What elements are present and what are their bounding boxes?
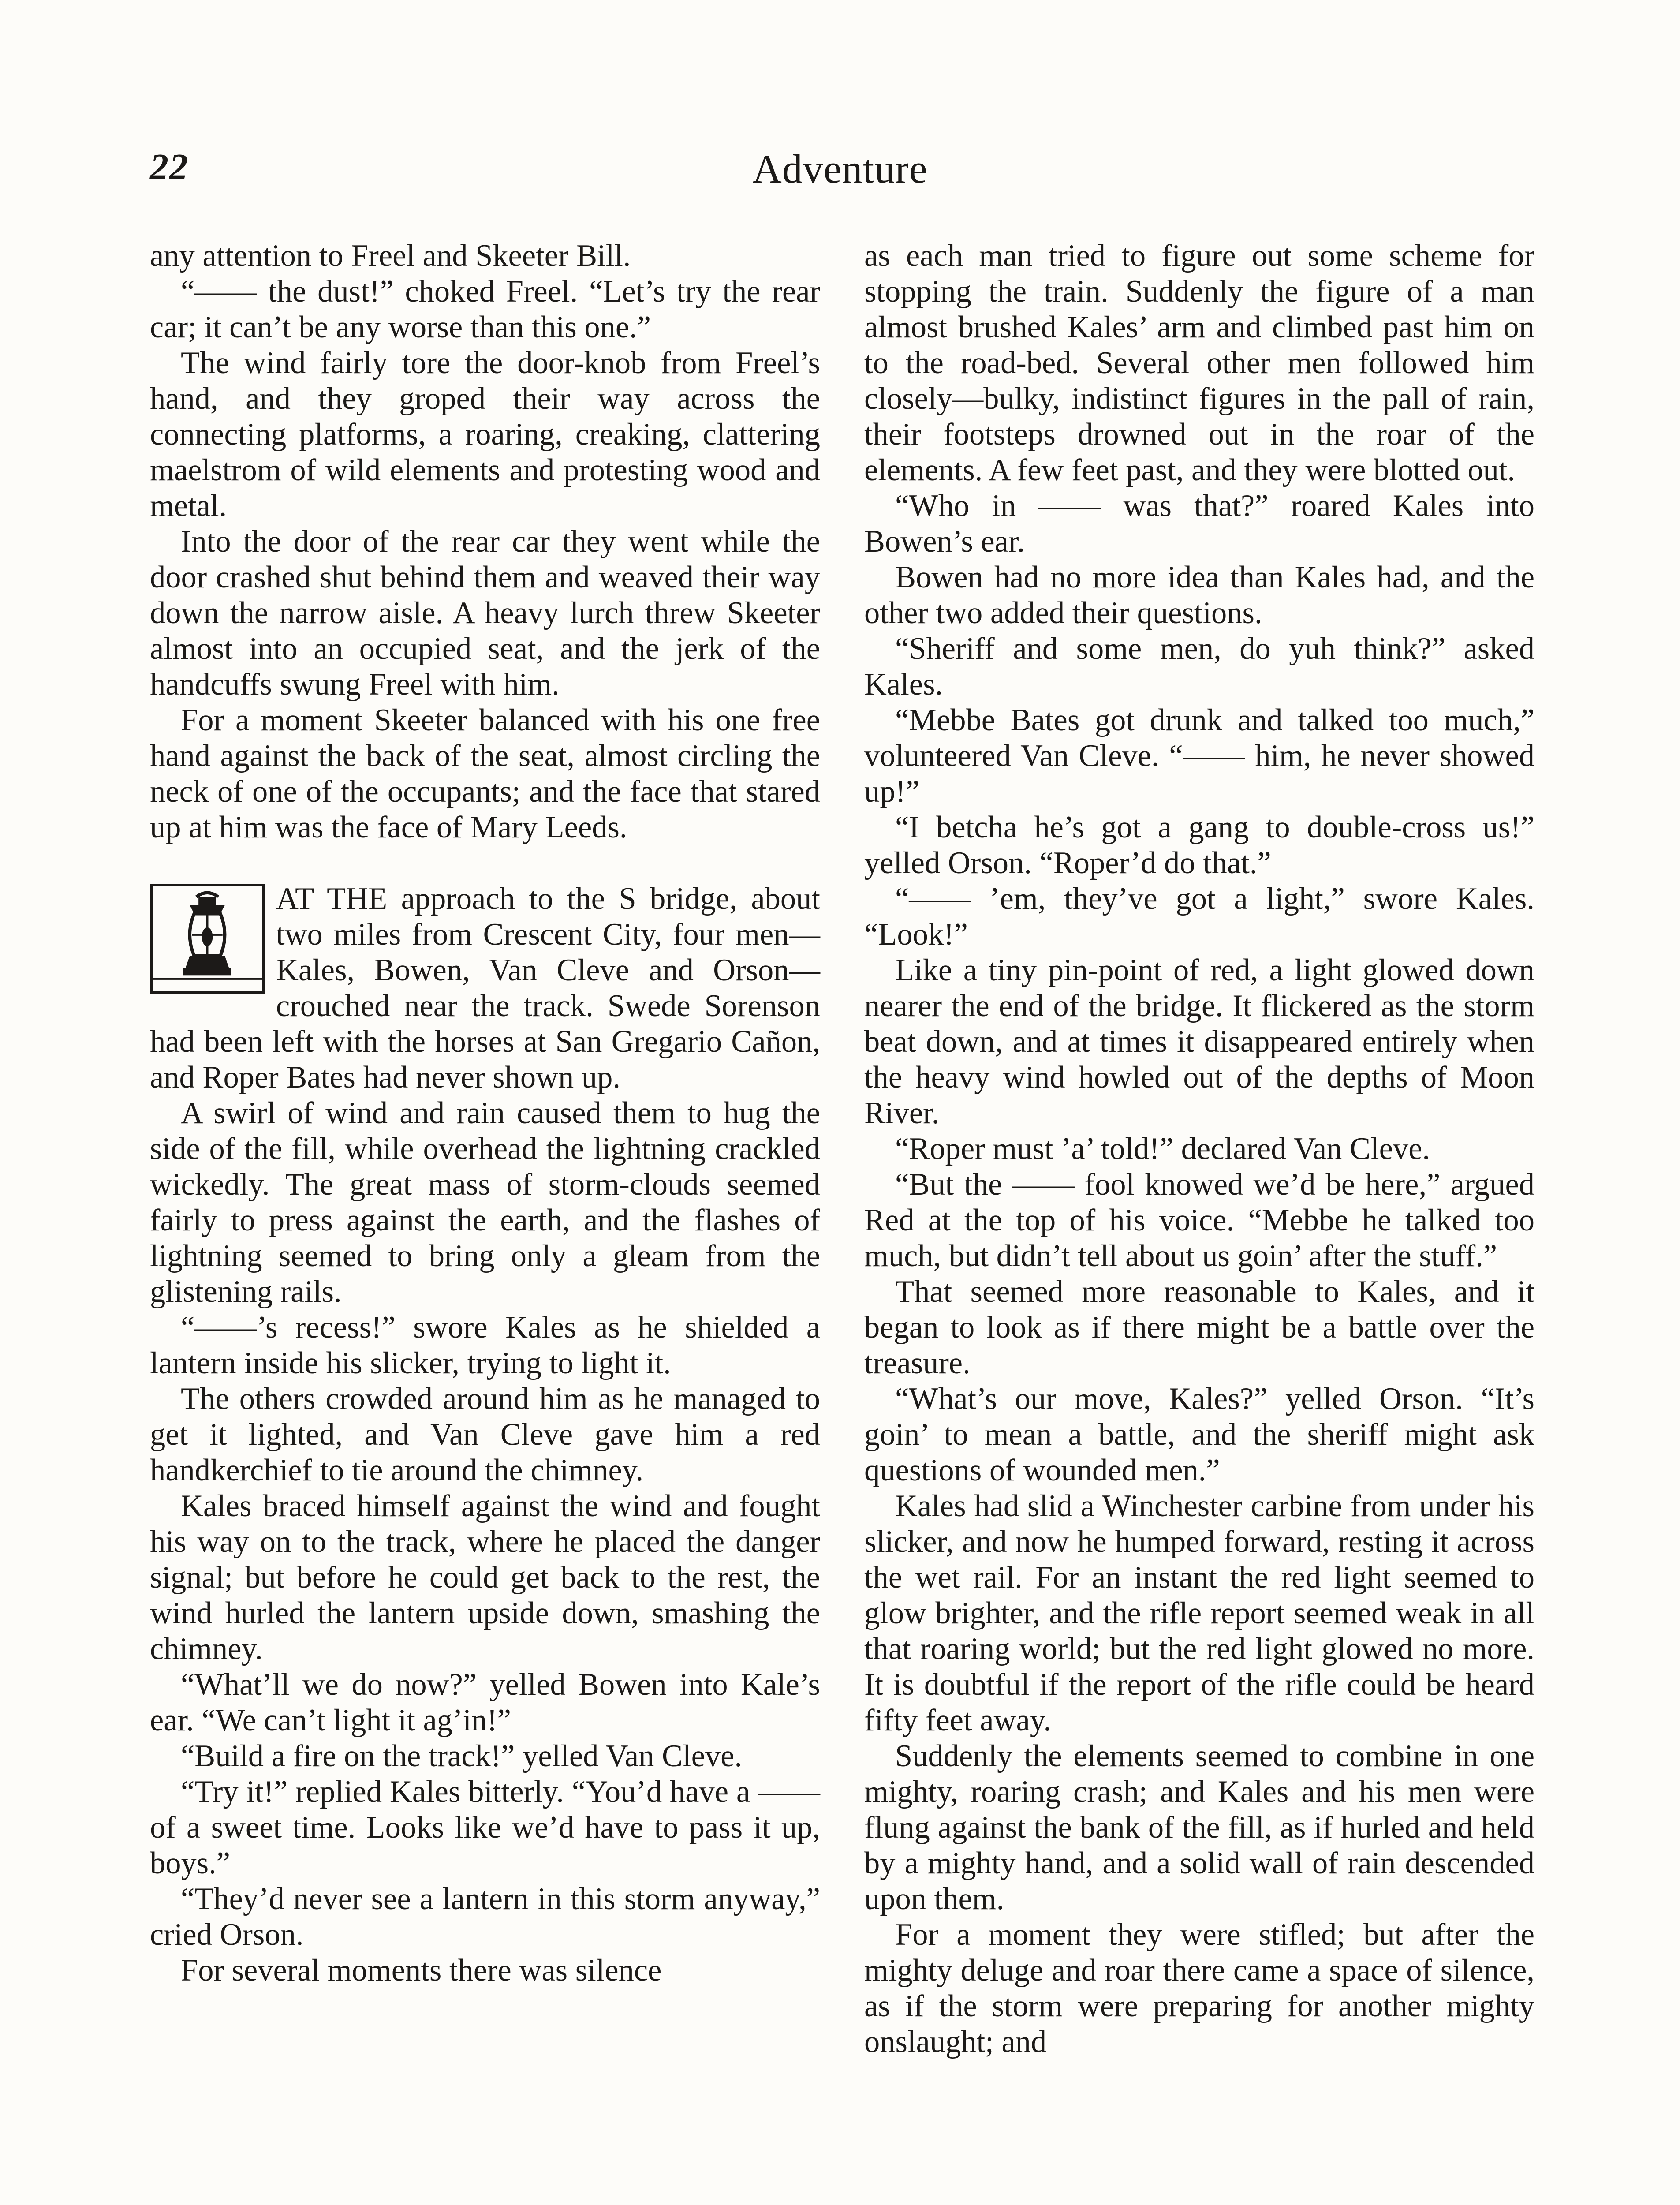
paragraph: AT THE approach to the S bridge, about two miles from Crescent City, four men—Kales, Bowen, Van Cleve and Orson—crouched near the track. Swede Sorenson had been left with the horses at San Gregario Cañon, and Roper Bates had never shown up. (150, 882, 820, 1095)
paragraph: “Mebbe Bates got drunk and talked too much,” volunteered Van Cleve. “—— him, he never showed up!” (864, 703, 1534, 809)
paragraph: Kales had slid a Winchester carbine from under his slicker, and now he humped forward, resting it across the wet rail. For an instant the red light seemed to glow brighter, and the rifle report seemed weak in all that roaring world; but the red light glowed no more. It is doubtful if the report of the rifle could be heard fifty feet away. (864, 1489, 1534, 1738)
paragraph: That seemed more reasonable to Kales, and it began to look as if there might be a battle over the treasure. (864, 1274, 1534, 1380)
section-break (150, 845, 820, 881)
paragraph: “What’s our move, Kales?” yelled Orson. “It’s goin’ to mean a battle, and the sheriff might ask questions of wounded men.” (864, 1382, 1534, 1487)
paragraph: “But the —— fool knowed we’d be here,” argued Red at the top of his voice. “Mebbe he talked too much, but didn’t tell about us goin’ after the stuff.” (864, 1167, 1534, 1273)
paragraph: A swirl of wind and rain caused them to hug the side of the fill, while overhead the lightning crackled wickedly. The great mass of storm-clouds seemed fairly to press against the earth, and the flashes of lightning seemed to bring only a gleam from the glistening rails. (150, 1096, 820, 1309)
left-column (150, 238, 820, 1988)
paragraph: Kales braced himself against the wind and fought his way on to the track, where he placed the danger signal; but before he could get back to the rest, the wind hurled the lantern upside down, smashing the chimney. (150, 1489, 820, 1666)
paragraph: any attention to Freel and Skeeter Bill. (150, 239, 631, 273)
paragraph: “Try it!” replied Kales bitterly. “You’d have a —— of a sweet time. Looks like we’d have to pass it up, boys.” (150, 1775, 820, 1880)
paragraph: The wind fairly tore the door-knob from Freel’s hand, and they groped their way across the connecting platforms, a roaring, creaking, clattering maelstrom of wild elements and protesting wood and metal. (150, 346, 820, 523)
paragraph: “—— ’em, they’ve got a light,” swore Kales. “Look!” (864, 882, 1534, 952)
paragraph: Bowen had no more idea than Kales had, and the other two added their questions. (864, 560, 1534, 630)
paragraph: Into the door of the rear car they went while the door crashed shut behind them and weaved their way down the narrow aisle. A heavy lurch threw Skeeter almost into an occupied seat, and the jerk of the handcuffs swung Freel with him. (150, 524, 820, 702)
page-header (150, 146, 1530, 198)
paragraph: “Sheriff and some men, do yuh think?” asked Kales. (864, 632, 1534, 702)
right-column (864, 238, 1534, 2060)
paragraph: For a moment Skeeter balanced with his one free hand against the back of the seat, almost circling the neck of one of the occupants; and the face that stared up at him was the face of Mary Leeds. (150, 703, 820, 845)
paragraph: For several moments there was silence (181, 1953, 662, 1988)
paragraph: The others crowded around him as he managed to get it lighted, and Van Cleve gave him a red handkerchief to tie around the chimney. (150, 1382, 820, 1487)
paragraph: “Build a fire on the track!” yelled Van Cleve. (181, 1739, 743, 1773)
paragraph: “—— the dust!” choked Freel. “Let’s try the rear car; it can’t be any worse than this one.” (150, 274, 820, 344)
paragraph: “——’s recess!” swore Kales as he shielded a lantern inside his slicker, trying to light it. (150, 1310, 820, 1380)
paragraph: “What’ll we do now?” yelled Bowen into Kale’s ear. “We can’t light it ag’in!” (150, 1667, 820, 1738)
paragraph: Like a tiny pin-point of red, a light glowed down nearer the end of the bridge. It flickered as the storm beat down, and at times it disappeared entirely when the heavy wind howled out of the depths of Moon River. (864, 953, 1534, 1130)
page-number: 22 (150, 146, 189, 187)
paragraph: “Roper must ’a’ told!” declared Van Cleve. (895, 1132, 1430, 1166)
paragraph: For a moment they were stifled; but after the mighty deluge and roar there came a space of silence, as if the storm were preparing for another mighty onslaught; and (864, 1917, 1534, 2059)
paragraph: “I betcha he’s got a gang to double-cross us!” yelled Orson. “Roper’d do that.” (864, 810, 1534, 880)
magazine-title: Adventure (752, 146, 928, 191)
paragraph: as each man tried to figure out some scheme for stopping the train. Suddenly the figure of a man almost brushed Kales’ arm and climbed past him on to the road-bed. Several other men followed him closely—bulky, indistinct figures in the pall of rain, their footsteps drowned out in the roar of the elements. A few feet past, and they were blotted out. (864, 239, 1534, 487)
paragraph: “They’d never see a lantern in this storm anyway,” cried Orson. (150, 1882, 820, 1952)
lantern-icon (150, 884, 265, 994)
paragraph: “Who in —— was that?” roared Kales into Bowen’s ear. (864, 489, 1534, 559)
paragraph: Suddenly the elements seemed to combine in one mighty, roaring crash; and Kales and his men were flung against the bank of the fill, as if hurled and held by a mighty hand, and a solid wall of rain descended upon them. (864, 1739, 1534, 1916)
